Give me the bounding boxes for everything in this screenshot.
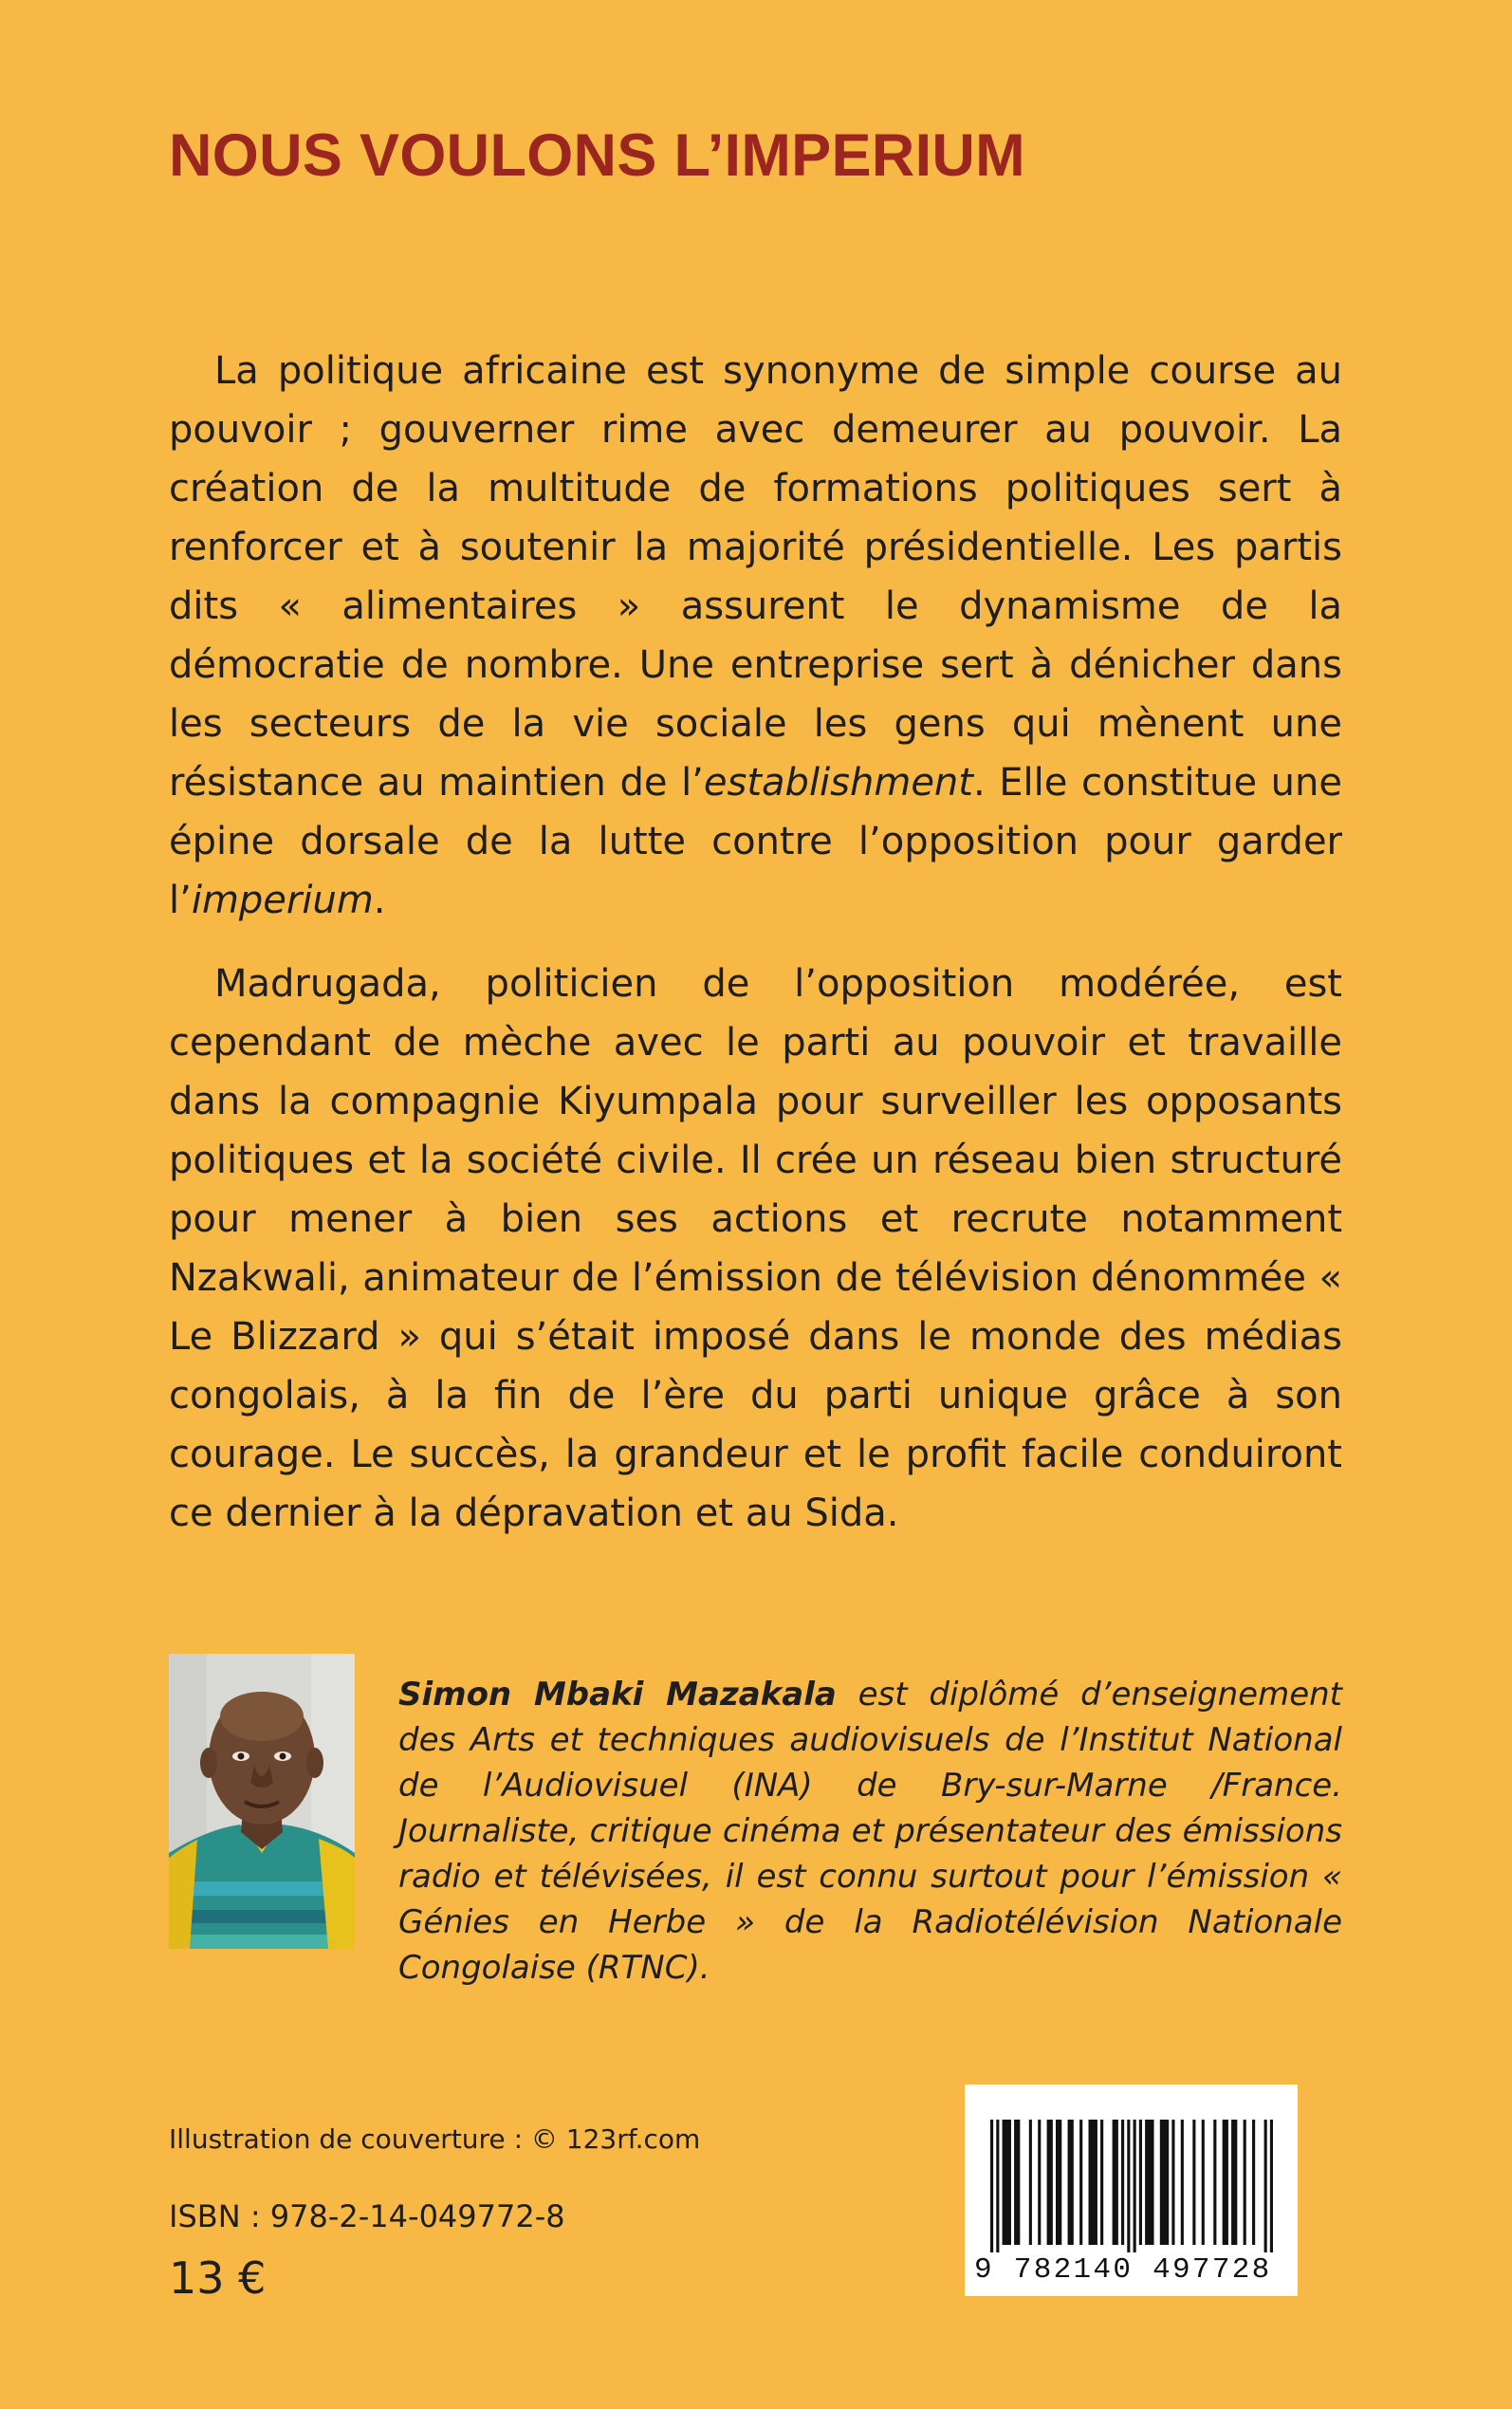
barcode-digits: 9 782140 497728 (974, 2253, 1272, 2287)
synopsis-paragraph-1 (169, 342, 1342, 930)
barcode-bar (1089, 2120, 1097, 2245)
barcode-bar (1202, 2120, 1205, 2245)
barcode-bar (1121, 2120, 1124, 2245)
barcode-bar (1014, 2120, 1020, 2245)
isbn-line (169, 2198, 565, 2234)
barcode-bar (1003, 2120, 1011, 2245)
author-bio-paragraph (398, 1672, 1342, 1991)
barcode-panel (965, 2085, 1298, 2296)
barcode-bar (1038, 2120, 1041, 2245)
author-bio-text: est diplômé d’enseignement des Arts et techniques audiovisuels de l’Institut National de l’Audiovisuel (INA) de Bry-sur-Marne /France. Journaliste, critique cinéma et présentateur des émissions radio et télévisées, il est connu surtout pour l’émission « Génies en Herbe » de la Radiotélévision Nationale Congolaise (RTNC). (398, 1676, 1342, 1987)
barcode-bar (1244, 2120, 1246, 2245)
barcode-bars (990, 2120, 1273, 2252)
barcode-bar (1113, 2120, 1118, 2245)
isbn-label: ISBN : (169, 2198, 261, 2234)
barcode-bar (1160, 2120, 1169, 2245)
barcode-bar (996, 2120, 999, 2252)
book-title: NOUS VOULONS L’IMPERIUM (169, 122, 1025, 189)
price: 13 € (169, 2252, 267, 2304)
barcode-bar (1264, 2120, 1267, 2252)
barcode-bar (1056, 2120, 1061, 2245)
barcode-bar (1231, 2120, 1237, 2245)
barcode-bar (1252, 2120, 1255, 2245)
barcode-bar (1145, 2120, 1153, 2245)
barcode-bar (1139, 2120, 1142, 2245)
synopsis-p1-italic-establishment: establishment (703, 761, 973, 805)
synopsis-p1-text-3: . (373, 879, 386, 922)
barcode-bar (1134, 2120, 1136, 2252)
barcode-bar (1171, 2120, 1174, 2245)
barcode-bar (1213, 2120, 1216, 2245)
author-photo (169, 1654, 355, 1949)
barcode-bar (1127, 2120, 1130, 2252)
barcode-bar (1223, 2120, 1228, 2245)
synopsis (169, 342, 1342, 1543)
barcode-bar (1079, 2120, 1082, 2245)
barcode-bar (1100, 2120, 1103, 2245)
barcode-bar (1270, 2120, 1273, 2252)
barcode-bar (990, 2120, 993, 2252)
synopsis-paragraph-2: Madrugada, politicien de l’opposition modérée, est cependant de mèche avec le parti au pouvoir et travaille dans la compagnie Kiyumpala pour surveiller les opposants politiques et la société civile. Il crée un réseau bien structuré pour mener à bien ses actions et recrute notamment Nzakwali, animateur de l’émission de télévision dénommée « Le Blizzard » qui s’était imposé dans le monde des médias congolais, à la fin de l’ère du parti unique grâce à son courage. Le succès, la grandeur et le profit facile conduiront ce dernier à la dépravation et au Sida. (169, 962, 1342, 1535)
author-portrait-illustration (169, 1654, 355, 1949)
cover-illustration-credit: Illustration de couverture : © 123rf.com (169, 2123, 701, 2155)
author-name: Simon Mbaki Mazakala (398, 1676, 837, 1714)
barcode-bar (1181, 2120, 1184, 2245)
barcode-bar (1047, 2120, 1053, 2245)
synopsis-p1-italic-imperium: imperium (191, 879, 374, 922)
isbn-value: 978-2-14-049772-8 (269, 2198, 565, 2234)
barcode-bar (1029, 2120, 1032, 2245)
barcode-bar (1192, 2120, 1195, 2245)
synopsis-p1-text-1: La politique africaine est synonyme de simple course au pouvoir ; gouverner rime avec demeurer au pouvoir. La création de la multitude de formations politiques sert à renforcer et à soutenir la majorité présidentielle. Les partis dits « alimentaires » assurent le dynamisme de la démocratie de nombre. Une entreprise sert à dénicher dans les secteurs de la vie sociale les gens qui mènent une résistance au maintien de l’ (169, 349, 1342, 805)
synopsis-p1-text-2: . Elle constitue une épine dorsale de la lutte contre l’opposition pour garder l’ (169, 761, 1342, 922)
barcode-bar (1068, 2120, 1074, 2245)
author-bio (398, 1672, 1342, 1991)
